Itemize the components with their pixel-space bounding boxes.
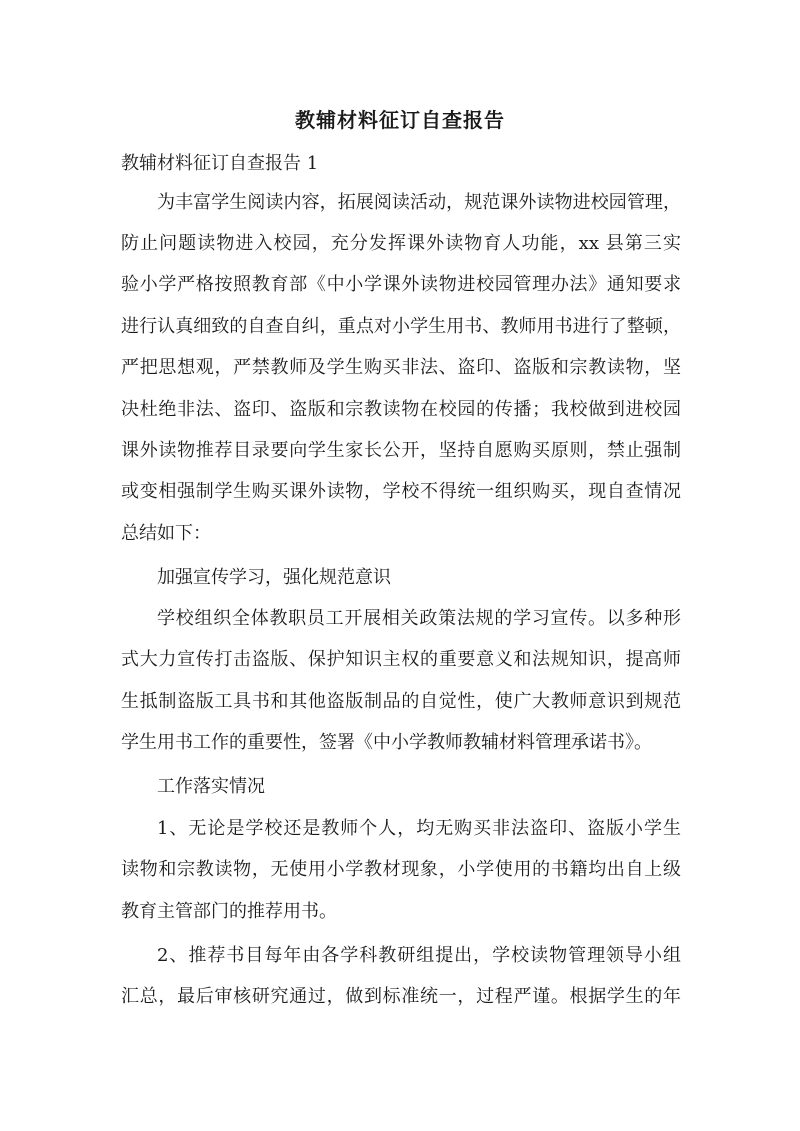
paragraph-line: 读物和宗教读物，无使用小学教材现象，小学使用的书籍均出自上级	[121, 859, 681, 880]
paragraph-line: 1、无论是学校还是教师个人，均无购买非法盗印、盗版小学生	[157, 818, 681, 839]
paragraph-line: 课外读物推荐目录要向学生家长公开，坚持自愿购买原则，禁止强制	[121, 440, 681, 461]
section-heading: 教辅材料征订自查报告 1	[121, 153, 319, 174]
paragraph-line: 生抵制盗版工具书和其他盗版制品的自觉性，使广大教师意识到规范	[121, 691, 681, 712]
paragraph-line: 进行认真细致的自查自纠，重点对小学生用书、教师用书进行了整顿，	[121, 316, 681, 337]
paragraph-line: 式大力宣传打击盗版、保护知识主权的重要意义和法规知识，提高师	[121, 649, 681, 670]
paragraph-line: 防止问题读物进入校园，充分发挥课外读物育人功能，xx 县第三实	[121, 233, 681, 254]
document-title: 教辅材料征订自查报告	[295, 108, 505, 132]
paragraph-line: 决杜绝非法、盗印、盗版和宗教读物在校园的传播；我校做到进校园	[121, 399, 681, 420]
paragraph-line: 汇总，最后审核研究通过，做到标准统一，过程严谨。根据学生的年	[121, 986, 681, 1007]
paragraph-line: 学校组织全体教职员工开展相关政策法规的学习宣传。以多种形	[157, 608, 681, 629]
paragraph-line: 验小学严格按照教育部《中小学课外读物进校园管理办法》通知要求	[121, 274, 681, 295]
paragraph-line: 学生用书工作的重要性，签署《中小学教师教辅材料管理承诺书》。	[121, 732, 652, 753]
paragraph-line: 总结如下：	[121, 523, 211, 544]
paragraph-line: 严把思想观，严禁教师及学生购买非法、盗印、盗版和宗教读物，坚	[121, 357, 681, 378]
paragraph-line: 为丰富学生阅读内容，拓展阅读活动，规范课外读物进校园管理，	[157, 192, 681, 213]
subheading: 工作落实情况	[157, 776, 265, 797]
paragraph-line: 教育主管部门的推荐用书。	[121, 901, 337, 922]
paragraph-line: 2、推荐书目每年由各学科教研组提出，学校读物管理领导小组	[157, 945, 681, 966]
paragraph-line: 或变相强制学生购买课外读物，学校不得统一组织购买，现自查情况	[121, 481, 681, 502]
subheading: 加强宣传学习，强化规范意识	[157, 567, 391, 588]
